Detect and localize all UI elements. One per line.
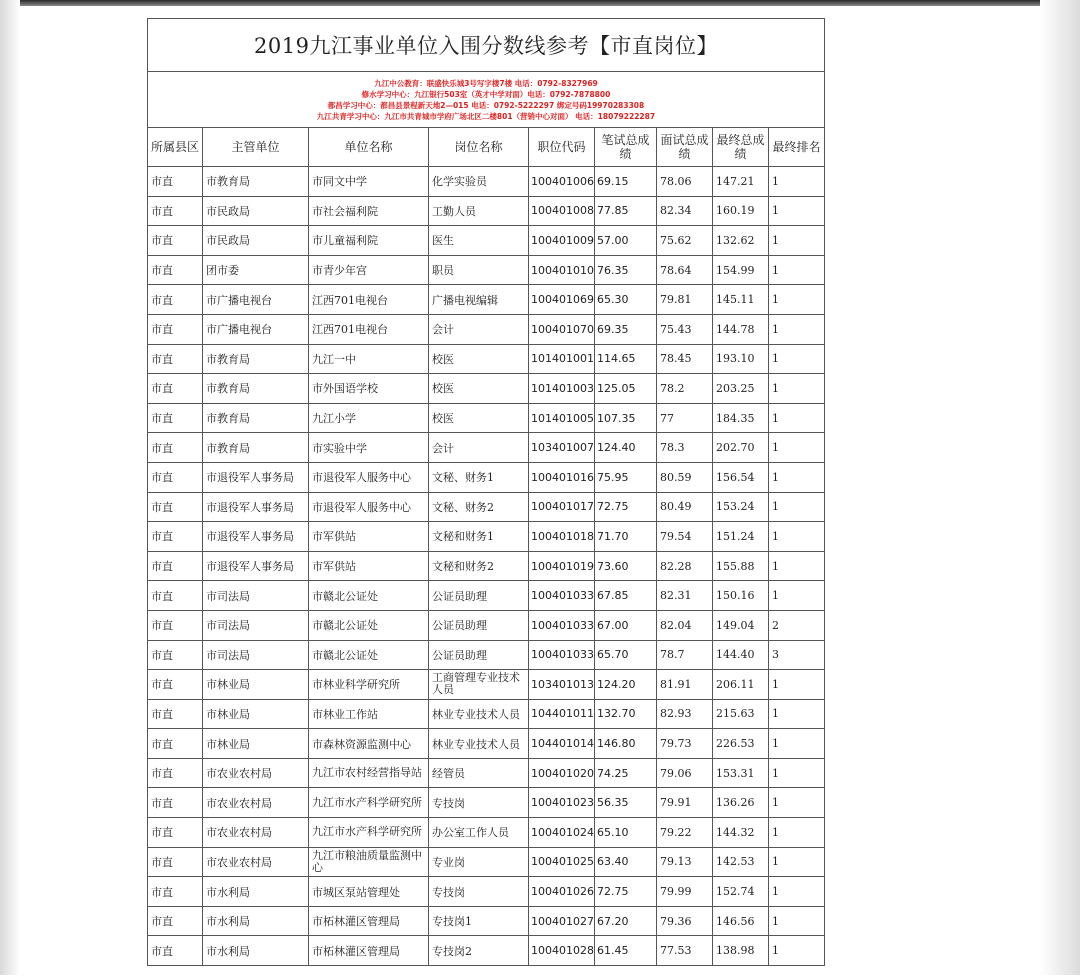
cell-department: 市农业农村局 bbox=[203, 788, 309, 818]
table-row bbox=[148, 551, 825, 581]
cell-code: 101401003 bbox=[529, 374, 595, 404]
cell-unit: 九江一中 bbox=[309, 344, 429, 374]
cell-final-score: 184.35 bbox=[713, 403, 769, 433]
cell-department: 市退役军人事务局 bbox=[203, 522, 309, 552]
cell-district: 市直 bbox=[148, 818, 203, 848]
cell-district: 市直 bbox=[148, 167, 203, 197]
cell-position: 校医 bbox=[429, 403, 529, 433]
cell-code: 100401028 bbox=[529, 936, 595, 966]
cell-district: 市直 bbox=[148, 196, 203, 226]
cell-position: 专业岗 bbox=[429, 847, 529, 877]
cell-interview-score: 79.22 bbox=[657, 818, 713, 848]
cell-written-score: 65.10 bbox=[595, 818, 657, 848]
cell-interview-score: 79.36 bbox=[657, 906, 713, 936]
header-written-score: 笔试总成绩 bbox=[595, 128, 657, 167]
cell-department: 市农业农村局 bbox=[203, 818, 309, 848]
cell-interview-score: 81.91 bbox=[657, 670, 713, 700]
table-row bbox=[148, 610, 825, 640]
cell-interview-score: 82.34 bbox=[657, 196, 713, 226]
cell-district: 市直 bbox=[148, 729, 203, 759]
cell-unit: 市实验中学 bbox=[309, 433, 429, 463]
cell-position: 会计 bbox=[429, 314, 529, 344]
cell-final-score: 144.40 bbox=[713, 640, 769, 670]
cell-final-rank: 1 bbox=[769, 877, 825, 907]
cell-unit: 市军供站 bbox=[309, 522, 429, 552]
cell-code: 103401013 bbox=[529, 670, 595, 700]
cell-final-score: 138.98 bbox=[713, 936, 769, 966]
table-row bbox=[148, 492, 825, 522]
cell-final-score: 153.24 bbox=[713, 492, 769, 522]
cell-final-score: 144.78 bbox=[713, 314, 769, 344]
cell-department: 市林业局 bbox=[203, 729, 309, 759]
cell-district: 市直 bbox=[148, 640, 203, 670]
cell-final-rank: 1 bbox=[769, 196, 825, 226]
header-interview-score: 面试总成绩 bbox=[657, 128, 713, 167]
cell-interview-score: 79.73 bbox=[657, 729, 713, 759]
cell-interview-score: 80.49 bbox=[657, 492, 713, 522]
cell-code: 103401007 bbox=[529, 433, 595, 463]
table-row bbox=[148, 699, 825, 729]
cell-final-score: 156.54 bbox=[713, 462, 769, 492]
cell-written-score: 69.35 bbox=[595, 314, 657, 344]
cell-department: 市林业局 bbox=[203, 699, 309, 729]
contact-line: 都昌学习中心：都昌县景程新天地2—015 电话：0792-5222297 绑定号码19970283308 bbox=[327, 100, 645, 110]
cell-interview-score: 77 bbox=[657, 403, 713, 433]
cell-unit: 市城区泵站管理处 bbox=[309, 877, 429, 907]
cell-unit: 市柘林灌区管理局 bbox=[309, 906, 429, 936]
cell-position: 工勤人员 bbox=[429, 196, 529, 226]
cell-interview-score: 79.99 bbox=[657, 877, 713, 907]
cell-final-score: 144.32 bbox=[713, 818, 769, 848]
cell-code: 100401027 bbox=[529, 906, 595, 936]
cell-department: 市广播电视台 bbox=[203, 314, 309, 344]
cell-department: 市农业农村局 bbox=[203, 758, 309, 788]
cell-final-score: 142.53 bbox=[713, 847, 769, 877]
table-row bbox=[148, 581, 825, 611]
cell-written-score: 114.65 bbox=[595, 344, 657, 374]
table-row bbox=[148, 936, 825, 966]
cell-district: 市直 bbox=[148, 699, 203, 729]
cell-position: 校医 bbox=[429, 374, 529, 404]
cell-final-rank: 1 bbox=[769, 492, 825, 522]
cell-code: 104401014 bbox=[529, 729, 595, 759]
cell-department: 市司法局 bbox=[203, 640, 309, 670]
table-row bbox=[148, 196, 825, 226]
cell-position: 公证员助理 bbox=[429, 610, 529, 640]
cell-department: 市农业农村局 bbox=[203, 847, 309, 877]
cell-final-score: 203.25 bbox=[713, 374, 769, 404]
cell-position: 经管员 bbox=[429, 758, 529, 788]
cell-district: 市直 bbox=[148, 522, 203, 552]
cell-position: 办公室工作人员 bbox=[429, 818, 529, 848]
cell-interview-score: 78.3 bbox=[657, 433, 713, 463]
cell-code: 100401020 bbox=[529, 758, 595, 788]
cell-interview-score: 79.91 bbox=[657, 788, 713, 818]
cell-code: 100401033 bbox=[529, 640, 595, 670]
cell-written-score: 74.25 bbox=[595, 758, 657, 788]
cell-written-score: 75.95 bbox=[595, 462, 657, 492]
cell-department: 市林业局 bbox=[203, 670, 309, 700]
cell-final-score: 151.24 bbox=[713, 522, 769, 552]
cell-code: 100401019 bbox=[529, 551, 595, 581]
cell-interview-score: 78.64 bbox=[657, 255, 713, 285]
cell-interview-score: 82.04 bbox=[657, 610, 713, 640]
cell-department: 市退役军人事务局 bbox=[203, 462, 309, 492]
cell-unit: 九江市农村经营指导站 bbox=[309, 758, 429, 788]
cell-code: 100401008 bbox=[529, 196, 595, 226]
header-final-rank: 最终排名 bbox=[769, 128, 825, 167]
viewer-right-margin bbox=[1040, 0, 1080, 975]
cell-department: 市水利局 bbox=[203, 906, 309, 936]
cell-position: 林业专业技术人员 bbox=[429, 729, 529, 759]
cell-written-score: 76.35 bbox=[595, 255, 657, 285]
cell-interview-score: 75.43 bbox=[657, 314, 713, 344]
cell-department: 市教育局 bbox=[203, 167, 309, 197]
cell-district: 市直 bbox=[148, 877, 203, 907]
table-row bbox=[148, 314, 825, 344]
cell-position: 文秘、财务2 bbox=[429, 492, 529, 522]
cell-department: 市教育局 bbox=[203, 374, 309, 404]
cell-unit: 市森林资源监测中心 bbox=[309, 729, 429, 759]
cell-written-score: 125.05 bbox=[595, 374, 657, 404]
table-row bbox=[148, 403, 825, 433]
cell-district: 市直 bbox=[148, 906, 203, 936]
cell-unit: 市儿童福利院 bbox=[309, 226, 429, 256]
cell-code: 100401070 bbox=[529, 314, 595, 344]
cell-written-score: 65.70 bbox=[595, 640, 657, 670]
cell-final-score: 153.31 bbox=[713, 758, 769, 788]
table-row bbox=[148, 729, 825, 759]
table-row bbox=[148, 226, 825, 256]
cell-interview-score: 80.59 bbox=[657, 462, 713, 492]
cell-code: 104401011 bbox=[529, 699, 595, 729]
cell-code: 100401025 bbox=[529, 847, 595, 877]
cell-position: 专技岗1 bbox=[429, 906, 529, 936]
cell-written-score: 71.70 bbox=[595, 522, 657, 552]
cell-final-score: 147.21 bbox=[713, 167, 769, 197]
cell-final-score: 154.99 bbox=[713, 255, 769, 285]
cell-code: 100401033 bbox=[529, 581, 595, 611]
cell-position: 文秘和财务2 bbox=[429, 551, 529, 581]
cell-interview-score: 75.62 bbox=[657, 226, 713, 256]
cell-unit: 市退役军人服务中心 bbox=[309, 462, 429, 492]
cell-unit: 市外国语学校 bbox=[309, 374, 429, 404]
header-unit: 单位名称 bbox=[309, 128, 429, 167]
cell-written-score: 107.35 bbox=[595, 403, 657, 433]
viewer-top-bar bbox=[0, 0, 1080, 6]
score-table bbox=[147, 18, 825, 966]
cell-code: 101401005 bbox=[529, 403, 595, 433]
cell-written-score: 63.40 bbox=[595, 847, 657, 877]
cell-unit: 市赣北公证处 bbox=[309, 581, 429, 611]
cell-position: 校医 bbox=[429, 344, 529, 374]
cell-final-score: 155.88 bbox=[713, 551, 769, 581]
cell-district: 市直 bbox=[148, 788, 203, 818]
header-code: 职位代码 bbox=[529, 128, 595, 167]
contact-line: 九江共青学习中心：九江市共青城市学府广场北区二楼801（营销中心对面） 电话：18079222287 bbox=[316, 111, 656, 121]
cell-final-score: 152.74 bbox=[713, 877, 769, 907]
cell-district: 市直 bbox=[148, 581, 203, 611]
cell-district: 市直 bbox=[148, 314, 203, 344]
cell-final-rank: 1 bbox=[769, 788, 825, 818]
cell-unit: 市柘林灌区管理局 bbox=[309, 936, 429, 966]
cell-final-rank: 1 bbox=[769, 285, 825, 315]
cell-district: 市直 bbox=[148, 374, 203, 404]
cell-interview-score: 79.13 bbox=[657, 847, 713, 877]
table-row bbox=[148, 374, 825, 404]
table-row bbox=[148, 167, 825, 197]
cell-final-score: 226.53 bbox=[713, 729, 769, 759]
cell-written-score: 72.75 bbox=[595, 877, 657, 907]
cell-department: 市退役军人事务局 bbox=[203, 551, 309, 581]
cell-final-score: 132.62 bbox=[713, 226, 769, 256]
cell-code: 100401033 bbox=[529, 610, 595, 640]
table-row bbox=[148, 877, 825, 907]
cell-final-rank: 1 bbox=[769, 462, 825, 492]
cell-final-rank: 1 bbox=[769, 551, 825, 581]
contact-info bbox=[148, 72, 825, 128]
cell-written-score: 57.00 bbox=[595, 226, 657, 256]
cell-code: 100401010 bbox=[529, 255, 595, 285]
cell-written-score: 77.85 bbox=[595, 196, 657, 226]
cell-unit: 市退役军人服务中心 bbox=[309, 492, 429, 522]
cell-interview-score: 78.06 bbox=[657, 167, 713, 197]
cell-code: 101401001 bbox=[529, 344, 595, 374]
cell-final-rank: 1 bbox=[769, 255, 825, 285]
cell-interview-score: 82.28 bbox=[657, 551, 713, 581]
cell-final-score: 160.19 bbox=[713, 196, 769, 226]
cell-final-rank: 1 bbox=[769, 433, 825, 463]
cell-unit: 市军供站 bbox=[309, 551, 429, 581]
cell-final-score: 136.26 bbox=[713, 788, 769, 818]
document-page bbox=[147, 18, 824, 978]
cell-position: 文秘和财务1 bbox=[429, 522, 529, 552]
cell-interview-score: 79.81 bbox=[657, 285, 713, 315]
cell-final-rank: 1 bbox=[769, 167, 825, 197]
table-row bbox=[148, 847, 825, 877]
cell-unit: 九江市水产科学研究所 bbox=[309, 818, 429, 848]
cell-interview-score: 82.31 bbox=[657, 581, 713, 611]
table-row bbox=[148, 818, 825, 848]
cell-position: 医生 bbox=[429, 226, 529, 256]
table-row bbox=[148, 462, 825, 492]
cell-written-score: 73.60 bbox=[595, 551, 657, 581]
table-row bbox=[148, 344, 825, 374]
cell-interview-score: 79.06 bbox=[657, 758, 713, 788]
cell-final-score: 150.16 bbox=[713, 581, 769, 611]
cell-unit: 市林业工作站 bbox=[309, 699, 429, 729]
header-final-score: 最终总成绩 bbox=[713, 128, 769, 167]
cell-interview-score: 77.53 bbox=[657, 936, 713, 966]
cell-department: 市教育局 bbox=[203, 433, 309, 463]
cell-written-score: 67.00 bbox=[595, 610, 657, 640]
table-row bbox=[148, 670, 825, 700]
cell-code: 100401006 bbox=[529, 167, 595, 197]
cell-final-rank: 1 bbox=[769, 729, 825, 759]
cell-written-score: 132.70 bbox=[595, 699, 657, 729]
cell-district: 市直 bbox=[148, 670, 203, 700]
cell-written-score: 124.20 bbox=[595, 670, 657, 700]
cell-district: 市直 bbox=[148, 492, 203, 522]
cell-unit: 九江市水产科学研究所 bbox=[309, 788, 429, 818]
cell-final-rank: 1 bbox=[769, 581, 825, 611]
cell-final-score: 146.56 bbox=[713, 906, 769, 936]
header-position: 岗位名称 bbox=[429, 128, 529, 167]
cell-final-score: 206.11 bbox=[713, 670, 769, 700]
cell-unit: 市赣北公证处 bbox=[309, 640, 429, 670]
table-row bbox=[148, 255, 825, 285]
table-row bbox=[148, 906, 825, 936]
cell-department: 团市委 bbox=[203, 255, 309, 285]
cell-code: 100401024 bbox=[529, 818, 595, 848]
cell-district: 市直 bbox=[148, 255, 203, 285]
cell-position: 专技岗 bbox=[429, 788, 529, 818]
cell-district: 市直 bbox=[148, 433, 203, 463]
cell-code: 100401026 bbox=[529, 877, 595, 907]
cell-position: 工商管理专业技术人员 bbox=[429, 670, 529, 700]
cell-position: 文秘、财务1 bbox=[429, 462, 529, 492]
cell-final-score: 145.11 bbox=[713, 285, 769, 315]
cell-department: 市退役军人事务局 bbox=[203, 492, 309, 522]
cell-final-rank: 1 bbox=[769, 344, 825, 374]
cell-district: 市直 bbox=[148, 758, 203, 788]
cell-unit: 九江市粮油质量监测中心 bbox=[309, 847, 429, 877]
table-row bbox=[148, 758, 825, 788]
cell-department: 市水利局 bbox=[203, 936, 309, 966]
cell-final-rank: 1 bbox=[769, 936, 825, 966]
cell-code: 100401017 bbox=[529, 492, 595, 522]
cell-position: 公证员助理 bbox=[429, 640, 529, 670]
cell-department: 市司法局 bbox=[203, 581, 309, 611]
viewer-left-margin bbox=[0, 0, 20, 975]
cell-code: 100401016 bbox=[529, 462, 595, 492]
cell-position: 专技岗2 bbox=[429, 936, 529, 966]
cell-position: 林业专业技术人员 bbox=[429, 699, 529, 729]
cell-written-score: 61.45 bbox=[595, 936, 657, 966]
cell-district: 市直 bbox=[148, 936, 203, 966]
cell-code: 100401009 bbox=[529, 226, 595, 256]
cell-interview-score: 79.54 bbox=[657, 522, 713, 552]
cell-unit: 江西701电视台 bbox=[309, 285, 429, 315]
cell-final-rank: 1 bbox=[769, 374, 825, 404]
cell-position: 会计 bbox=[429, 433, 529, 463]
cell-district: 市直 bbox=[148, 285, 203, 315]
cell-final-score: 149.04 bbox=[713, 610, 769, 640]
cell-final-rank: 1 bbox=[769, 670, 825, 700]
contact-line: 修水学习中心：九江银行503室（英才中学对面）电话：0792-7878800 bbox=[361, 89, 611, 99]
cell-interview-score: 78.2 bbox=[657, 374, 713, 404]
cell-final-rank: 1 bbox=[769, 847, 825, 877]
cell-written-score: 56.35 bbox=[595, 788, 657, 818]
cell-final-rank: 2 bbox=[769, 610, 825, 640]
cell-unit: 江西701电视台 bbox=[309, 314, 429, 344]
header-row bbox=[148, 128, 825, 167]
cell-interview-score: 78.7 bbox=[657, 640, 713, 670]
cell-unit: 市赣北公证处 bbox=[309, 610, 429, 640]
cell-code: 100401023 bbox=[529, 788, 595, 818]
cell-unit: 市社会福利院 bbox=[309, 196, 429, 226]
cell-department: 市教育局 bbox=[203, 344, 309, 374]
page-title: 2019九江事业单位入围分数线参考【市直岗位】 bbox=[148, 19, 825, 72]
cell-final-score: 193.10 bbox=[713, 344, 769, 374]
cell-final-rank: 1 bbox=[769, 522, 825, 552]
contact-line: 九江中公教育：联盛快乐城3号写字楼7楼 电话：0792-8327969 bbox=[374, 78, 598, 88]
cell-department: 市司法局 bbox=[203, 610, 309, 640]
cell-final-rank: 3 bbox=[769, 640, 825, 670]
cell-final-rank: 1 bbox=[769, 314, 825, 344]
cell-written-score: 67.85 bbox=[595, 581, 657, 611]
cell-final-score: 215.63 bbox=[713, 699, 769, 729]
table-row bbox=[148, 640, 825, 670]
cell-unit: 市青少年宫 bbox=[309, 255, 429, 285]
cell-department: 市民政局 bbox=[203, 196, 309, 226]
cell-department: 市广播电视台 bbox=[203, 285, 309, 315]
cell-unit: 九江小学 bbox=[309, 403, 429, 433]
cell-interview-score: 78.45 bbox=[657, 344, 713, 374]
cell-district: 市直 bbox=[148, 226, 203, 256]
cell-written-score: 124.40 bbox=[595, 433, 657, 463]
cell-final-rank: 1 bbox=[769, 699, 825, 729]
cell-department: 市民政局 bbox=[203, 226, 309, 256]
cell-district: 市直 bbox=[148, 847, 203, 877]
cell-code: 100401018 bbox=[529, 522, 595, 552]
cell-unit: 市同文中学 bbox=[309, 167, 429, 197]
cell-final-rank: 1 bbox=[769, 226, 825, 256]
cell-final-rank: 1 bbox=[769, 758, 825, 788]
cell-position: 专技岗 bbox=[429, 877, 529, 907]
cell-district: 市直 bbox=[148, 462, 203, 492]
cell-department: 市水利局 bbox=[203, 877, 309, 907]
cell-written-score: 65.30 bbox=[595, 285, 657, 315]
cell-district: 市直 bbox=[148, 610, 203, 640]
cell-department: 市教育局 bbox=[203, 403, 309, 433]
header-department: 主管单位 bbox=[203, 128, 309, 167]
cell-district: 市直 bbox=[148, 344, 203, 374]
table-row bbox=[148, 522, 825, 552]
cell-district: 市直 bbox=[148, 551, 203, 581]
header-district: 所属县区 bbox=[148, 128, 203, 167]
cell-written-score: 69.15 bbox=[595, 167, 657, 197]
cell-position: 化学实验员 bbox=[429, 167, 529, 197]
table-row bbox=[148, 788, 825, 818]
cell-unit: 市林业科学研究所 bbox=[309, 670, 429, 700]
cell-position: 广播电视编辑 bbox=[429, 285, 529, 315]
cell-district: 市直 bbox=[148, 403, 203, 433]
cell-final-rank: 1 bbox=[769, 403, 825, 433]
cell-final-score: 202.70 bbox=[713, 433, 769, 463]
cell-position: 公证员助理 bbox=[429, 581, 529, 611]
cell-written-score: 67.20 bbox=[595, 906, 657, 936]
table-row bbox=[148, 433, 825, 463]
cell-code: 100401069 bbox=[529, 285, 595, 315]
cell-written-score: 72.75 bbox=[595, 492, 657, 522]
table-row bbox=[148, 285, 825, 315]
cell-final-rank: 1 bbox=[769, 906, 825, 936]
cell-final-rank: 1 bbox=[769, 818, 825, 848]
cell-written-score: 146.80 bbox=[595, 729, 657, 759]
cell-position: 职员 bbox=[429, 255, 529, 285]
cell-interview-score: 82.93 bbox=[657, 699, 713, 729]
